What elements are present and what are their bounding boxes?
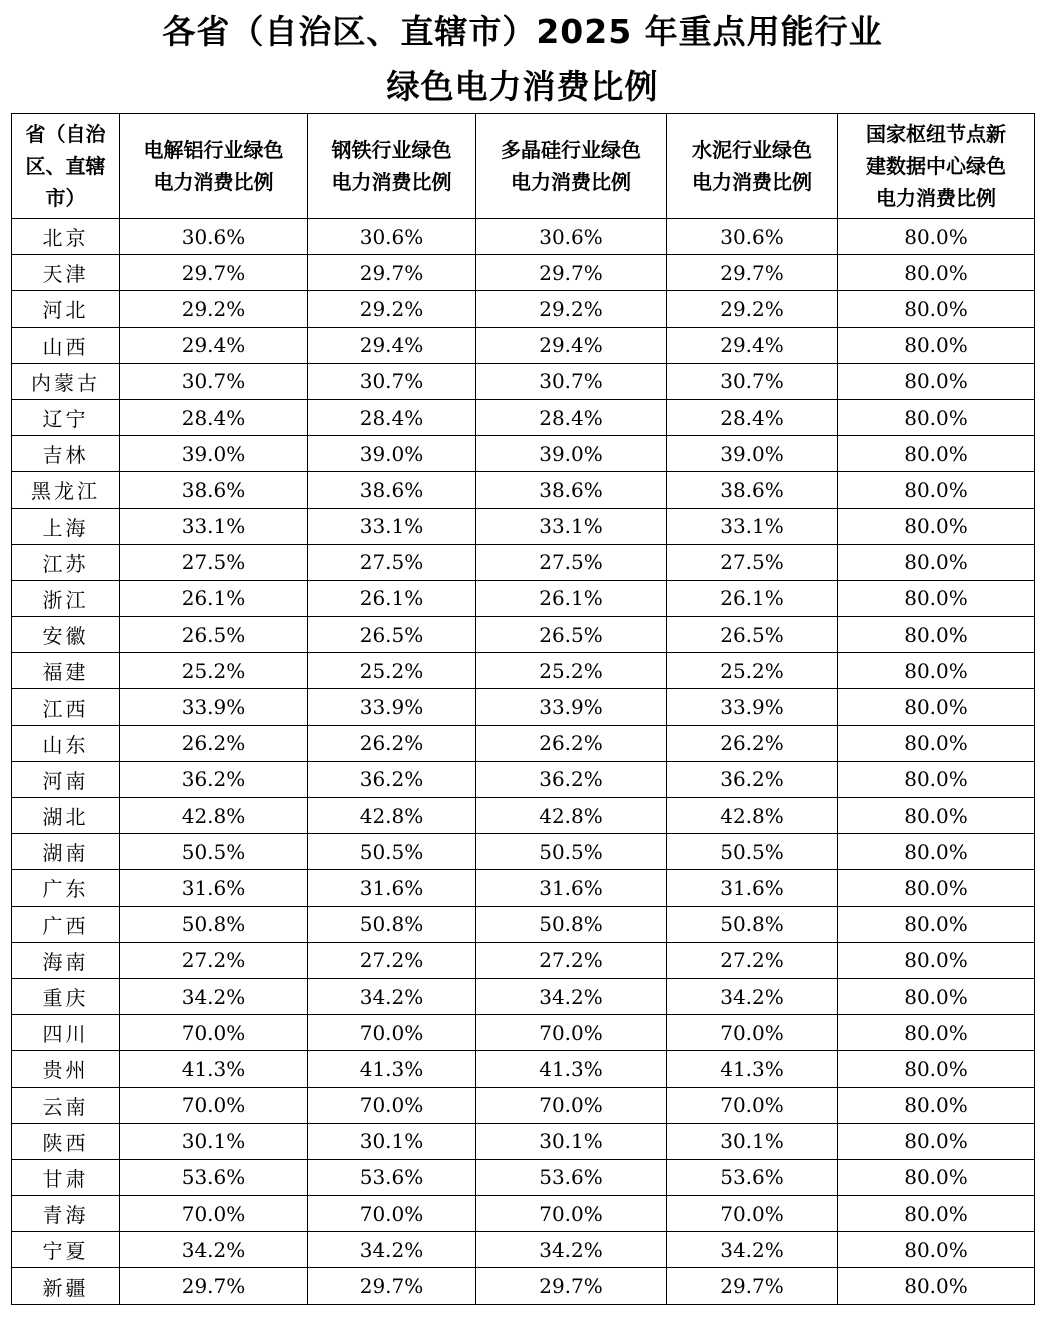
cement-cell: 33.9% xyxy=(667,689,838,725)
header-line: 电力消费比例 xyxy=(511,170,631,194)
cement-cell: 70.0% xyxy=(667,1196,838,1232)
polysilicon-cell: 70.0% xyxy=(476,1015,667,1051)
polysilicon-cell: 28.4% xyxy=(476,399,667,435)
polysilicon-cell: 70.0% xyxy=(476,1196,667,1232)
table-row xyxy=(12,472,1035,508)
datacenter-cell: 80.0% xyxy=(838,1051,1035,1087)
aluminum-cell: 31.6% xyxy=(120,870,308,906)
polysilicon-cell: 42.8% xyxy=(476,798,667,834)
datacenter-cell: 80.0% xyxy=(838,436,1035,472)
cement-cell: 50.5% xyxy=(667,834,838,870)
polysilicon-cell: 29.4% xyxy=(476,327,667,363)
datacenter-cell: 80.0% xyxy=(838,942,1035,978)
page-title-line2: 绿色电力消费比例 xyxy=(386,67,659,106)
cement-cell: 28.4% xyxy=(667,399,838,435)
polysilicon-cell: 29.7% xyxy=(476,255,667,291)
table-row xyxy=(12,834,1035,870)
table-row xyxy=(12,1196,1035,1232)
polysilicon-cell: 41.3% xyxy=(476,1051,667,1087)
aluminum-cell: 70.0% xyxy=(120,1015,308,1051)
cement-cell: 27.2% xyxy=(667,942,838,978)
province-cell: 四川 xyxy=(12,1015,120,1051)
datacenter-cell: 80.0% xyxy=(838,798,1035,834)
table-row xyxy=(12,1087,1035,1123)
steel-cell: 50.5% xyxy=(308,834,476,870)
province-cell: 宁夏 xyxy=(12,1232,120,1268)
table-row xyxy=(12,617,1035,653)
header-steel xyxy=(308,114,476,219)
province-cell: 天津 xyxy=(12,255,120,291)
cement-cell: 26.2% xyxy=(667,725,838,761)
cement-cell: 70.0% xyxy=(667,1015,838,1051)
green-power-table xyxy=(11,113,1035,1305)
aluminum-cell: 29.7% xyxy=(120,255,308,291)
aluminum-cell: 27.2% xyxy=(120,942,308,978)
aluminum-cell: 33.1% xyxy=(120,508,308,544)
aluminum-cell: 53.6% xyxy=(120,1159,308,1195)
province-cell: 河南 xyxy=(12,761,120,797)
aluminum-cell: 42.8% xyxy=(120,798,308,834)
table-row xyxy=(12,653,1035,689)
datacenter-cell: 80.0% xyxy=(838,1087,1035,1123)
steel-cell: 25.2% xyxy=(308,653,476,689)
province-cell: 湖南 xyxy=(12,834,120,870)
province-cell: 重庆 xyxy=(12,978,120,1014)
polysilicon-cell: 26.2% xyxy=(476,725,667,761)
aluminum-cell: 29.2% xyxy=(120,291,308,327)
aluminum-cell: 30.7% xyxy=(120,363,308,399)
datacenter-cell: 80.0% xyxy=(838,219,1035,255)
province-cell: 山西 xyxy=(12,327,120,363)
cement-cell: 50.8% xyxy=(667,906,838,942)
table-row xyxy=(12,291,1035,327)
polysilicon-cell: 34.2% xyxy=(476,978,667,1014)
datacenter-cell: 80.0% xyxy=(838,870,1035,906)
polysilicon-cell: 36.2% xyxy=(476,761,667,797)
polysilicon-cell: 53.6% xyxy=(476,1159,667,1195)
table-row xyxy=(12,906,1035,942)
province-cell: 青海 xyxy=(12,1196,120,1232)
steel-cell: 34.2% xyxy=(308,1232,476,1268)
header-line: 水泥行业绿色 xyxy=(692,138,812,162)
steel-cell: 30.1% xyxy=(308,1123,476,1159)
polysilicon-cell: 29.7% xyxy=(476,1268,667,1304)
province-cell: 北京 xyxy=(12,219,120,255)
datacenter-cell: 80.0% xyxy=(838,399,1035,435)
aluminum-cell: 39.0% xyxy=(120,436,308,472)
cement-cell: 34.2% xyxy=(667,1232,838,1268)
datacenter-cell: 80.0% xyxy=(838,906,1035,942)
cement-cell: 26.1% xyxy=(667,580,838,616)
polysilicon-cell: 26.1% xyxy=(476,580,667,616)
aluminum-cell: 30.6% xyxy=(120,219,308,255)
cement-cell: 29.7% xyxy=(667,1268,838,1304)
header-line: 电解铝行业绿色 xyxy=(143,138,284,162)
steel-cell: 26.2% xyxy=(308,725,476,761)
polysilicon-cell: 30.6% xyxy=(476,219,667,255)
datacenter-cell: 80.0% xyxy=(838,617,1035,653)
cement-cell: 29.2% xyxy=(667,291,838,327)
province-cell: 上海 xyxy=(12,508,120,544)
province-cell: 甘肃 xyxy=(12,1159,120,1195)
polysilicon-cell: 34.2% xyxy=(476,1232,667,1268)
table-row xyxy=(12,761,1035,797)
header-polysilicon xyxy=(476,114,667,219)
polysilicon-cell: 31.6% xyxy=(476,870,667,906)
datacenter-cell: 80.0% xyxy=(838,544,1035,580)
datacenter-cell: 80.0% xyxy=(838,1268,1035,1304)
header-line: 电力消费比例 xyxy=(876,186,996,210)
header-line: 电力消费比例 xyxy=(692,170,812,194)
header-line: 区、直辖 xyxy=(25,154,106,178)
datacenter-cell: 80.0% xyxy=(838,978,1035,1014)
table-row xyxy=(12,1268,1035,1304)
polysilicon-cell: 33.9% xyxy=(476,689,667,725)
steel-cell: 29.7% xyxy=(308,255,476,291)
steel-cell: 26.5% xyxy=(308,617,476,653)
cement-cell: 38.6% xyxy=(667,472,838,508)
table-row xyxy=(12,689,1035,725)
province-cell: 江西 xyxy=(12,689,120,725)
steel-cell: 29.2% xyxy=(308,291,476,327)
polysilicon-cell: 27.2% xyxy=(476,942,667,978)
table-row xyxy=(12,255,1035,291)
province-cell: 广西 xyxy=(12,906,120,942)
cement-cell: 39.0% xyxy=(667,436,838,472)
table-row xyxy=(12,870,1035,906)
header-cement xyxy=(667,114,838,219)
aluminum-cell: 33.9% xyxy=(120,689,308,725)
table-header-row xyxy=(12,114,1035,219)
cement-cell: 27.5% xyxy=(667,544,838,580)
steel-cell: 70.0% xyxy=(308,1015,476,1051)
datacenter-cell: 80.0% xyxy=(838,291,1035,327)
aluminum-cell: 26.5% xyxy=(120,617,308,653)
cement-cell: 30.7% xyxy=(667,363,838,399)
province-cell: 福建 xyxy=(12,653,120,689)
steel-cell: 26.1% xyxy=(308,580,476,616)
header-line: 多晶硅行业绿色 xyxy=(501,138,641,162)
table-row xyxy=(12,1015,1035,1051)
polysilicon-cell: 30.1% xyxy=(476,1123,667,1159)
header-line: 省（自治 xyxy=(25,122,106,146)
header-aluminum xyxy=(120,114,308,219)
cement-cell: 34.2% xyxy=(667,978,838,1014)
aluminum-cell: 50.8% xyxy=(120,906,308,942)
aluminum-cell: 28.4% xyxy=(120,399,308,435)
cement-cell: 53.6% xyxy=(667,1159,838,1195)
cement-cell: 29.4% xyxy=(667,327,838,363)
polysilicon-cell: 39.0% xyxy=(476,436,667,472)
aluminum-cell: 29.4% xyxy=(120,327,308,363)
aluminum-cell: 30.1% xyxy=(120,1123,308,1159)
polysilicon-cell: 50.5% xyxy=(476,834,667,870)
header-line: 电力消费比例 xyxy=(331,170,452,194)
datacenter-cell: 80.0% xyxy=(838,689,1035,725)
province-cell: 江苏 xyxy=(12,544,120,580)
province-cell: 山东 xyxy=(12,725,120,761)
cement-cell: 30.1% xyxy=(667,1123,838,1159)
province-cell: 河北 xyxy=(12,291,120,327)
steel-cell: 70.0% xyxy=(308,1196,476,1232)
steel-cell: 50.8% xyxy=(308,906,476,942)
province-cell: 湖北 xyxy=(12,798,120,834)
header-line: 电力消费比例 xyxy=(153,170,274,194)
page-title-line1: 各省（自治区、直辖市）2025 年重点用能行业 xyxy=(162,12,883,51)
steel-cell: 27.2% xyxy=(308,942,476,978)
steel-cell: 33.1% xyxy=(308,508,476,544)
table-row xyxy=(12,544,1035,580)
header-province xyxy=(12,114,120,219)
header-datacenter xyxy=(838,114,1035,219)
datacenter-cell: 80.0% xyxy=(838,363,1035,399)
header-line: 钢铁行业绿色 xyxy=(331,138,452,162)
polysilicon-cell: 26.5% xyxy=(476,617,667,653)
cement-cell: 42.8% xyxy=(667,798,838,834)
table-row xyxy=(12,1051,1035,1087)
aluminum-cell: 26.2% xyxy=(120,725,308,761)
steel-cell: 30.6% xyxy=(308,219,476,255)
table-row xyxy=(12,363,1035,399)
steel-cell: 33.9% xyxy=(308,689,476,725)
polysilicon-cell: 33.1% xyxy=(476,508,667,544)
table-row xyxy=(12,798,1035,834)
steel-cell: 29.7% xyxy=(308,1268,476,1304)
datacenter-cell: 80.0% xyxy=(838,1015,1035,1051)
datacenter-cell: 80.0% xyxy=(838,327,1035,363)
aluminum-cell: 38.6% xyxy=(120,472,308,508)
province-cell: 吉林 xyxy=(12,436,120,472)
province-cell: 黑龙江 xyxy=(12,472,120,508)
cement-cell: 36.2% xyxy=(667,761,838,797)
province-cell: 内蒙古 xyxy=(12,363,120,399)
table-row xyxy=(12,1232,1035,1268)
datacenter-cell: 80.0% xyxy=(838,255,1035,291)
steel-cell: 42.8% xyxy=(308,798,476,834)
aluminum-cell: 27.5% xyxy=(120,544,308,580)
polysilicon-cell: 30.7% xyxy=(476,363,667,399)
table-row xyxy=(12,978,1035,1014)
table-row xyxy=(12,942,1035,978)
aluminum-cell: 70.0% xyxy=(120,1087,308,1123)
steel-cell: 28.4% xyxy=(308,399,476,435)
polysilicon-cell: 27.5% xyxy=(476,544,667,580)
datacenter-cell: 80.0% xyxy=(838,653,1035,689)
header-line: 国家枢纽节点新 xyxy=(866,122,1006,146)
datacenter-cell: 80.0% xyxy=(838,1232,1035,1268)
aluminum-cell: 34.2% xyxy=(120,1232,308,1268)
province-cell: 新疆 xyxy=(12,1268,120,1304)
polysilicon-cell: 50.8% xyxy=(476,906,667,942)
cement-cell: 70.0% xyxy=(667,1087,838,1123)
province-cell: 辽宁 xyxy=(12,399,120,435)
datacenter-cell: 80.0% xyxy=(838,580,1035,616)
steel-cell: 27.5% xyxy=(308,544,476,580)
datacenter-cell: 80.0% xyxy=(838,761,1035,797)
aluminum-cell: 50.5% xyxy=(120,834,308,870)
aluminum-cell: 25.2% xyxy=(120,653,308,689)
table-row xyxy=(12,219,1035,255)
polysilicon-cell: 29.2% xyxy=(476,291,667,327)
province-cell: 陕西 xyxy=(12,1123,120,1159)
table-row xyxy=(12,1159,1035,1195)
province-cell: 云南 xyxy=(12,1087,120,1123)
table-row xyxy=(12,508,1035,544)
steel-cell: 53.6% xyxy=(308,1159,476,1195)
header-line: 市） xyxy=(45,186,86,210)
datacenter-cell: 80.0% xyxy=(838,508,1035,544)
steel-cell: 39.0% xyxy=(308,436,476,472)
province-cell: 海南 xyxy=(12,942,120,978)
province-cell: 广东 xyxy=(12,870,120,906)
aluminum-cell: 34.2% xyxy=(120,978,308,1014)
steel-cell: 36.2% xyxy=(308,761,476,797)
steel-cell: 29.4% xyxy=(308,327,476,363)
datacenter-cell: 80.0% xyxy=(838,472,1035,508)
steel-cell: 34.2% xyxy=(308,978,476,1014)
table-row xyxy=(12,725,1035,761)
datacenter-cell: 80.0% xyxy=(838,1159,1035,1195)
polysilicon-cell: 25.2% xyxy=(476,653,667,689)
cement-cell: 30.6% xyxy=(667,219,838,255)
cement-cell: 25.2% xyxy=(667,653,838,689)
steel-cell: 70.0% xyxy=(308,1087,476,1123)
polysilicon-cell: 70.0% xyxy=(476,1087,667,1123)
table-row xyxy=(12,327,1035,363)
steel-cell: 30.7% xyxy=(308,363,476,399)
aluminum-cell: 26.1% xyxy=(120,580,308,616)
datacenter-cell: 80.0% xyxy=(838,834,1035,870)
aluminum-cell: 70.0% xyxy=(120,1196,308,1232)
table-row xyxy=(12,580,1035,616)
aluminum-cell: 41.3% xyxy=(120,1051,308,1087)
datacenter-cell: 80.0% xyxy=(838,1123,1035,1159)
steel-cell: 31.6% xyxy=(308,870,476,906)
steel-cell: 41.3% xyxy=(308,1051,476,1087)
province-cell: 浙江 xyxy=(12,580,120,616)
cement-cell: 41.3% xyxy=(667,1051,838,1087)
cement-cell: 26.5% xyxy=(667,617,838,653)
header-line: 建数据中心绿色 xyxy=(866,154,1006,178)
datacenter-cell: 80.0% xyxy=(838,725,1035,761)
aluminum-cell: 29.7% xyxy=(120,1268,308,1304)
table-row xyxy=(12,399,1035,435)
table-row xyxy=(12,436,1035,472)
polysilicon-cell: 38.6% xyxy=(476,472,667,508)
steel-cell: 38.6% xyxy=(308,472,476,508)
datacenter-cell: 80.0% xyxy=(838,1196,1035,1232)
cement-cell: 31.6% xyxy=(667,870,838,906)
table-row xyxy=(12,1123,1035,1159)
aluminum-cell: 36.2% xyxy=(120,761,308,797)
cement-cell: 33.1% xyxy=(667,508,838,544)
cement-cell: 29.7% xyxy=(667,255,838,291)
province-cell: 安徽 xyxy=(12,617,120,653)
province-cell: 贵州 xyxy=(12,1051,120,1087)
